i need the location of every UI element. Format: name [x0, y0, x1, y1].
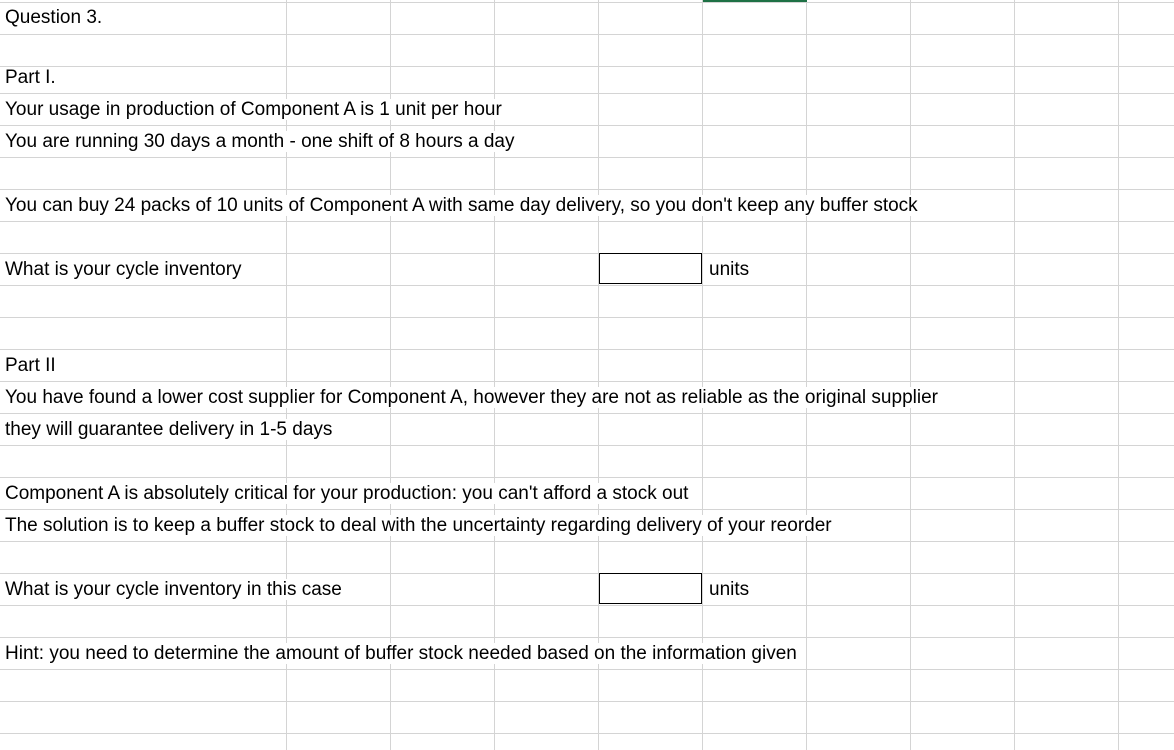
- part1-purchase-text: You can buy 24 packs of 10 units of Component A with same day delivery, so you don't keep any buffer stock: [5, 195, 918, 216]
- question-title: Question 3.: [5, 7, 103, 28]
- part2-supplier-text: You have found a lower cost supplier for Component A, however they are not as reliable as the original supplier: [5, 387, 938, 408]
- part2-delivery-text: they will guarantee delivery in 1-5 days: [5, 419, 333, 440]
- part1-units-label: units: [709, 259, 750, 280]
- part2-critical-text: Component A is absolutely critical for your production: you can't afford a stock out: [5, 483, 689, 504]
- part2-answer-input[interactable]: [599, 573, 702, 604]
- row-gridline: [0, 349, 1174, 350]
- part2-hint: Hint: you need to determine the amount of buffer stock needed based on the information given: [5, 643, 797, 664]
- selected-cell-indicator: [703, 0, 807, 2]
- part1-answer-input[interactable]: [599, 253, 702, 284]
- part2-question: What is your cycle inventory in this case: [5, 579, 342, 600]
- row-gridline: [0, 34, 1174, 35]
- row-gridline: [0, 66, 1174, 67]
- part2-heading: Part II: [5, 355, 56, 376]
- part2-units-label: units: [709, 579, 750, 600]
- part1-heading: Part I.: [5, 67, 56, 88]
- row-gridline: [0, 701, 1174, 702]
- row-gridline: [0, 317, 1174, 318]
- part2-solution-text: The solution is to keep a buffer stock to deal with the uncertainty regarding delivery of your reorder: [5, 515, 832, 536]
- row-gridline: [0, 733, 1174, 734]
- row-gridline: [0, 2, 1174, 3]
- part1-question: What is your cycle inventory: [5, 259, 242, 280]
- part1-schedule-text: You are running 30 days a month - one shift of 8 hours a day: [5, 131, 515, 152]
- part1-usage-text: Your usage in production of Component A is 1 unit per hour: [5, 99, 502, 120]
